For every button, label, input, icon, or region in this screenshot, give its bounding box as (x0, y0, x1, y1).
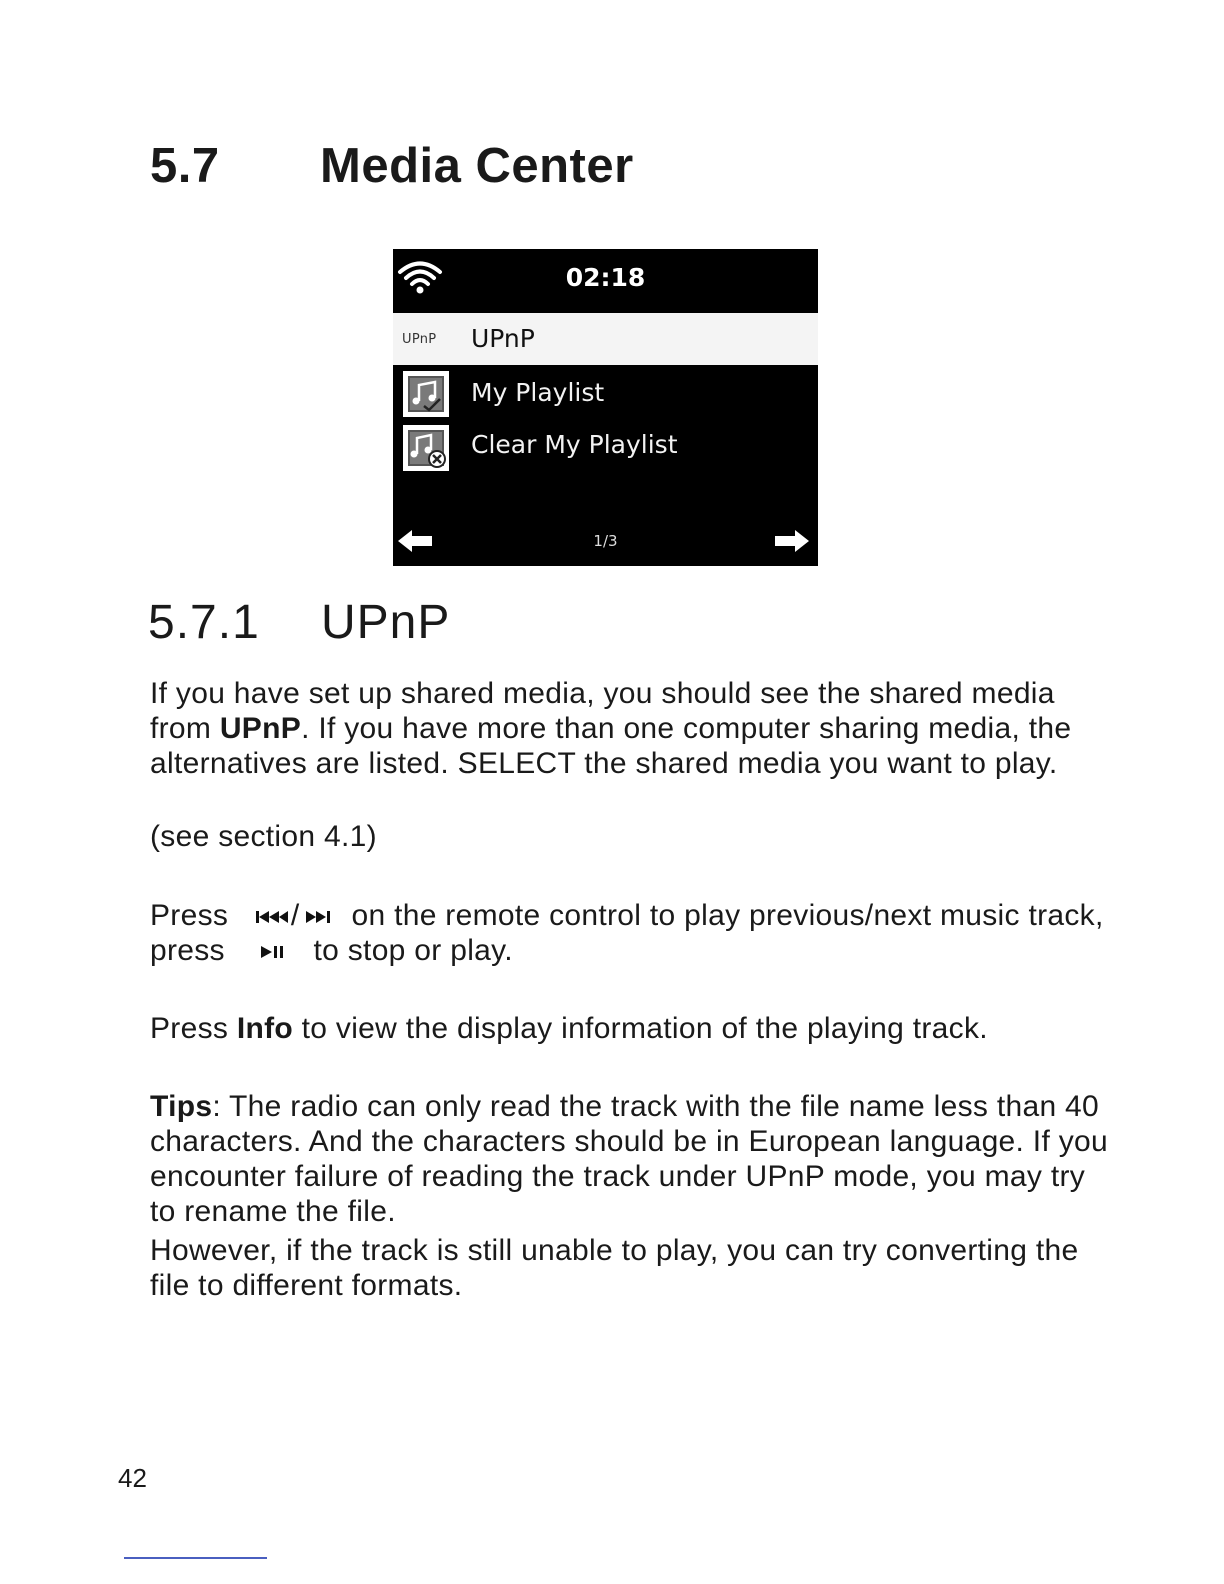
paragraph-bold: Info (236, 1012, 294, 1045)
paragraph-reference: (see section 4.1) (150, 820, 377, 853)
menu-item-label: My Playlist (471, 378, 605, 407)
page-indicator: 1/3 (593, 532, 618, 550)
section-title: Media Center (320, 139, 634, 193)
page-number: 42 (118, 1463, 147, 1493)
menu-item-clear-my-playlist[interactable] (393, 419, 818, 471)
paragraph-info (150, 1011, 1110, 1046)
paragraph-text: on the remote control to play previous/next music track, press (150, 899, 1104, 967)
subsection-heading (148, 597, 450, 650)
clear-playlist-icon (402, 424, 450, 472)
paragraph-tips (150, 1089, 1110, 1229)
clock: 02:18 (565, 263, 646, 292)
paragraph-text: : The radio can only read the track with the file name less than 40 characters. And the characters should be in European language. If you encounter failure of reading the track under UPnP mode, you may try to rename the file. (150, 1090, 1108, 1228)
status-bar (393, 249, 818, 312)
next-track-icon (305, 909, 337, 925)
paragraph-remote-controls (150, 898, 1110, 968)
paragraph-text: . If you have more than one computer sharing media, the alternatives are listed. SELECT the shared media you want to play. (150, 712, 1072, 780)
device-screen (393, 249, 818, 566)
menu-item-upnp[interactable] (393, 313, 818, 365)
paragraph-text: Press (150, 1012, 237, 1045)
section-number: 5.7 (150, 139, 220, 193)
subsection-title: UPnP (321, 596, 451, 649)
section-heading (150, 140, 634, 194)
menu-item-my-playlist[interactable] (393, 367, 818, 419)
paragraph-text: / (290, 899, 300, 932)
previous-track-icon (255, 909, 289, 925)
playlist-music-icon (402, 370, 450, 418)
paragraph-bold: Tips (150, 1090, 213, 1123)
paragraph-formats: However, if the track is still unable to play, you can try converting the file to different formats. (150, 1234, 1079, 1302)
upnp-text-icon: UPnP (402, 332, 437, 347)
subsection-number: 5.7.1 (148, 596, 260, 649)
paragraph-bold: UPnP (219, 712, 302, 745)
paragraph-shared-media (150, 676, 1110, 781)
menu-item-label: UPnP (471, 324, 535, 353)
arrow-right-icon[interactable] (773, 529, 809, 553)
play-pause-icon (260, 944, 286, 960)
paragraph-text: Press (150, 899, 229, 932)
paragraph-text: to stop or play. (313, 934, 513, 967)
paragraph-text: to view the display information of the playing track. (293, 1012, 988, 1045)
menu-item-label: Clear My Playlist (471, 430, 678, 459)
footer-rule (124, 1557, 267, 1559)
paragraph-text: If you have set up shared media, you should see the shared media from (150, 677, 1055, 745)
